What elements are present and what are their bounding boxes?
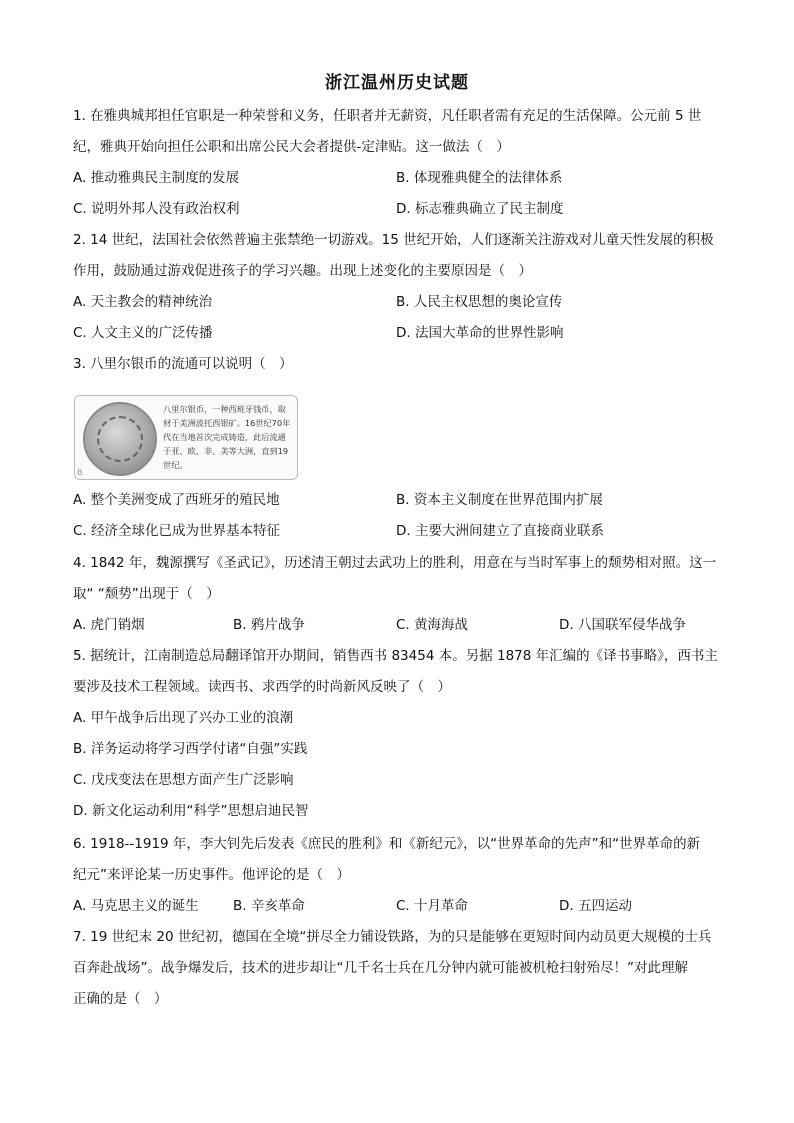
question-text-line: 作用，鼓励通过游戏促进孩子的学习兴趣。出现上述变化的主要原因是（ ） (73, 263, 532, 279)
question-1-options-row-1 (73, 163, 733, 194)
option-b[interactable]: B. 辛亥革命 (233, 898, 305, 914)
question-text-line: 取“ “颓势”出现于（ ） (73, 586, 220, 602)
option-c[interactable]: C. 说明外邦人没有政治权利 (73, 201, 240, 217)
question-1-stem (73, 101, 723, 163)
question-2-options-row-2 (73, 318, 733, 349)
option-b[interactable]: B. 资本主义制度在世界范围内扩展 (396, 492, 603, 508)
question-text-line: 纪，雅典开始向担任公职和出席公民大会者提供-定津贴。这一做法（ ） (73, 139, 510, 155)
option-a[interactable]: A. 整个美洲变成了西班牙的殖民地 (73, 492, 280, 508)
question-text-line: 4. 1842 年，魏源撰写《圣武记》，历述清王朝过去武功上的胜利，用意在与当时军事上的颓势相对照。这一 (73, 555, 717, 571)
option-b[interactable]: B. 洋务运动将学习西学付诸“自强”实践 (73, 741, 308, 757)
question-7-stem (73, 922, 723, 1015)
question-text-line: 1. 在雅典城邦担任官职是一种荣誉和义务，任职者并无薪资，凡任职者需有充足的生活保障。公元前 5 世 (73, 108, 702, 124)
question-5-stem (73, 641, 723, 703)
question-5-option-a-row (73, 703, 733, 734)
option-b[interactable]: B. 鸦片战争 (233, 617, 305, 633)
option-a[interactable]: A. 马克思主义的诞生 (73, 898, 199, 914)
question-text-line: 7. 19 世纪末 20 世纪初，德国在全境“拼尽全力铺设铁路，为的只是能够在更短时间内动员更大规模的士兵 (73, 929, 712, 945)
option-c[interactable]: C. 黄海海战 (396, 617, 469, 633)
option-d[interactable]: D. 八国联军侵华战争 (559, 617, 686, 633)
option-c[interactable]: C. 十月革命 (396, 898, 469, 914)
question-1-options-row-2 (73, 194, 733, 225)
question-4-options-row (73, 610, 733, 641)
option-a[interactable]: A. 甲午战争后出现了兴办工业的浪潮 (73, 710, 294, 726)
option-d[interactable]: D. 新文化运动利用“科学”思想启迪民智 (73, 803, 309, 819)
question-2-options-row-1 (73, 287, 733, 318)
coin-figure (74, 395, 298, 480)
question-3-stem (73, 349, 723, 380)
coin-emblem (97, 416, 143, 462)
question-6-options-row (73, 891, 733, 922)
page-title: 浙江温州历史试题 (325, 73, 469, 93)
question-3-options-row-2 (73, 516, 733, 547)
option-d[interactable]: D. 五四运动 (559, 898, 632, 914)
option-a[interactable]: A. 虎门销烟 (73, 617, 145, 633)
question-text-line: 2. 14 世纪，法国社会依然普遍主张禁绝一切游戏。15 世纪开始，人们逐渐关注游戏对儿童天性发展的积极 (73, 232, 714, 248)
question-4-stem (73, 548, 723, 610)
option-d[interactable]: D. 法国大革命的世界性影响 (396, 325, 564, 341)
question-text-line: 正确的是（ ） (73, 991, 168, 1007)
question-5-option-b-row (73, 734, 733, 765)
question-text-line: 纪元”来评论某一历史事件。他评论的是（ ） (73, 867, 350, 883)
question-text-line: 5. 据统计，江南制造总局翻译馆开办期间，销售西书 83454 本。另据 1878 年汇编的《译书事略》，西书主 (73, 648, 718, 664)
option-c[interactable]: C. 人文主义的广泛传播 (73, 325, 213, 341)
option-b[interactable]: B. 人民主权思想的奥论宣传 (396, 294, 563, 310)
question-text-line: 要涉及技术工程领域。读西书、求西学的时尚新风反映了（ ） (73, 679, 451, 695)
question-text-line: 百奔赴战场”。战争爆发后，技术的进步却让“几千名士兵在几分钟内就可能被机枪扫射殆尽！”对此理解 (73, 960, 688, 976)
figure-caption: 八里尔银币，一种西班牙钱币，取材于美洲波托西银矿。16世纪70年代在当地首次完成铸造，此后流通于亚、欧、非、美等大洲，直到19世纪。 (163, 404, 291, 470)
option-d[interactable]: D. 主要大洲间建立了直接商业联系 (396, 523, 604, 539)
option-c[interactable]: C. 经济全球化已成为世界基本特征 (73, 523, 281, 539)
option-d[interactable]: D. 标志雅典确立了民主制度 (396, 201, 564, 217)
question-3-options-row-1 (73, 485, 733, 516)
question-2-stem (73, 225, 723, 287)
option-c[interactable]: C. 戊戌变法在思想方面产生广泛影响 (73, 772, 294, 788)
option-a[interactable]: A. 推动雅典民主制度的发展 (73, 170, 240, 186)
question-5-option-d-row (73, 796, 733, 827)
option-b[interactable]: B. 体现雅典健全的法律体系 (396, 170, 563, 186)
silver-coin-image (83, 402, 157, 476)
question-text-line: 6. 1918--1919 年，李大钊先后发表《庶民的胜利》和《新纪元》，以“世界革命的先声”和“世界革命的新 (73, 836, 701, 852)
question-6-stem (73, 829, 723, 891)
option-a[interactable]: A. 天主教会的精神统治 (73, 294, 213, 310)
figure-mark: B (77, 468, 83, 477)
question-text-line: 3. 八里尔银币的流通可以说明（ ） (73, 356, 293, 372)
question-5-option-c-row (73, 765, 733, 796)
